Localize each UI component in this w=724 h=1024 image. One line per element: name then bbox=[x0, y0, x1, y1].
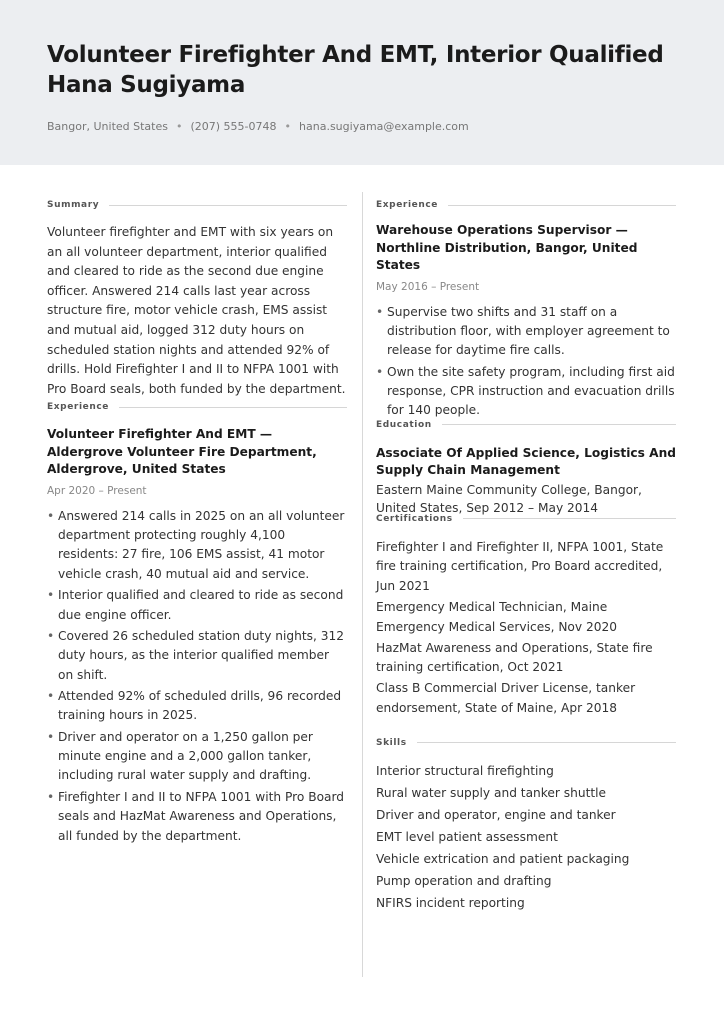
section-label: Experience bbox=[376, 200, 438, 210]
section-label: Skills bbox=[376, 737, 407, 748]
section-rule bbox=[109, 205, 347, 206]
contact-separator: • bbox=[284, 120, 292, 133]
list-item: • Own the site safety program, including first aid response, CPR instruction and evacuation drills for 140 people. bbox=[376, 363, 676, 421]
job-target-title: Volunteer Firefighter And EMT, Interior Qualified bbox=[47, 42, 664, 68]
right-column bbox=[376, 199, 676, 914]
section-label: Summary bbox=[47, 200, 100, 210]
section-rule bbox=[463, 518, 676, 519]
job-entry bbox=[47, 426, 347, 845]
summary-section-title bbox=[47, 199, 347, 211]
list-item: • Interior qualified and cleared to ride as second due engine officer. bbox=[47, 586, 347, 625]
job-dates: Apr 2020 – Present bbox=[47, 484, 147, 497]
list-item: Rural water supply and tanker shuttle bbox=[376, 785, 607, 800]
list-item: EMT level patient assessment bbox=[376, 829, 558, 844]
page-title bbox=[47, 40, 697, 100]
skills-section-title bbox=[376, 737, 676, 749]
section-label: Experience bbox=[47, 402, 109, 413]
job-dates: May 2016 – Present bbox=[376, 280, 480, 293]
certifications-list bbox=[376, 538, 676, 719]
section-rule bbox=[119, 407, 347, 408]
list-item: NFIRS incident reporting bbox=[376, 895, 525, 910]
email-text: hana.sugiyama@example.com bbox=[299, 120, 469, 133]
section-rule bbox=[448, 205, 676, 206]
experience-section-title bbox=[376, 199, 676, 211]
list-item: Driver and operator, engine and tanker bbox=[376, 807, 616, 822]
list-item: • Attended 92% of scheduled drills, 96 recorded training hours in 2025. bbox=[47, 687, 347, 726]
list-item: • Firefighter I and II to NFPA 1001 with Pro Board seals and HazMat Awareness and Operations, all funded by the department. bbox=[47, 788, 347, 846]
list-item: Interior structural firefighting bbox=[376, 763, 554, 778]
summary-text: Volunteer firefighter and EMT with six years on an all volunteer department, interior qualified and cleared to ride as the second due engine officer. Answered 214 calls last year across structure fire, motor vehicle crash, EMS assist and mutual aid, logged 312 duty hours on scheduled station nights and attended 92% of drills. Hold Firefighter I and II to NFPA 1001 with Pro Board seals, both funded by the department. bbox=[47, 225, 346, 396]
phone-text: (207) 555-0748 bbox=[190, 120, 277, 133]
resume-header bbox=[0, 0, 724, 165]
left-column bbox=[47, 199, 347, 848]
list-item: Pump operation and drafting bbox=[376, 873, 552, 888]
candidate-name: Hana Sugiyama bbox=[47, 72, 246, 98]
degree-title: Associate Of Applied Science, Logistics And Supply Chain Management bbox=[376, 445, 676, 478]
list-item: Emergency Medical Technician, Maine Emergency Medical Services, Nov 2020 bbox=[376, 599, 617, 634]
list-item: • Supervise two shifts and 31 staff on a distribution floor, with employer agreement to release for daytime fire calls. bbox=[376, 303, 676, 361]
list-item: Class B Commercial Driver License, tanker endorsement, State of Maine, Apr 2018 bbox=[376, 681, 636, 715]
list-item: • Driver and operator on a 1,250 gallon per minute engine and a 2,000 gallon tanker, including rural water supply and drafting. bbox=[47, 728, 347, 786]
list-item: • Answered 214 calls in 2025 on an all volunteer department protecting roughly 4,100 residents: 27 fire, 106 EMS assist, 41 motor vehicle crash, 40 mutual aid and service. bbox=[47, 507, 347, 584]
job-bullets bbox=[47, 507, 347, 846]
list-item: Firefighter I and Firefighter II, NFPA 1001, State fire training certification, Pro Board accredited, Jun 2021 bbox=[376, 539, 664, 593]
section-label: Certifications bbox=[376, 513, 453, 524]
contact-separator: • bbox=[175, 120, 183, 133]
experience-section-title bbox=[47, 401, 347, 413]
section-rule bbox=[417, 742, 676, 743]
job-entry bbox=[376, 222, 676, 420]
location-text: Bangor, United States bbox=[47, 120, 168, 133]
list-item: • Covered 26 scheduled station duty nights, 312 duty hours, as the interior qualified member on shift. bbox=[47, 627, 347, 685]
education-details: Eastern Maine Community College, Bangor, United States, Sep 2012 – May 2014 bbox=[376, 482, 642, 515]
section-label: Education bbox=[376, 419, 432, 430]
job-title: Volunteer Firefighter And EMT — Aldergrove Volunteer Fire Department, Aldergrove, United States bbox=[47, 427, 317, 477]
job-bullets bbox=[376, 303, 676, 421]
contact-line bbox=[47, 120, 469, 133]
education-entry bbox=[376, 445, 676, 517]
column-divider bbox=[362, 192, 363, 977]
list-item: HazMat Awareness and Operations, State fire training certification, Oct 2021 bbox=[376, 640, 653, 675]
job-title: Warehouse Operations Supervisor — Northline Distribution, Bangor, United States bbox=[376, 223, 638, 272]
list-item: Vehicle extrication and patient packaging bbox=[376, 851, 630, 866]
skills-list bbox=[376, 760, 676, 914]
section-rule bbox=[442, 424, 676, 425]
